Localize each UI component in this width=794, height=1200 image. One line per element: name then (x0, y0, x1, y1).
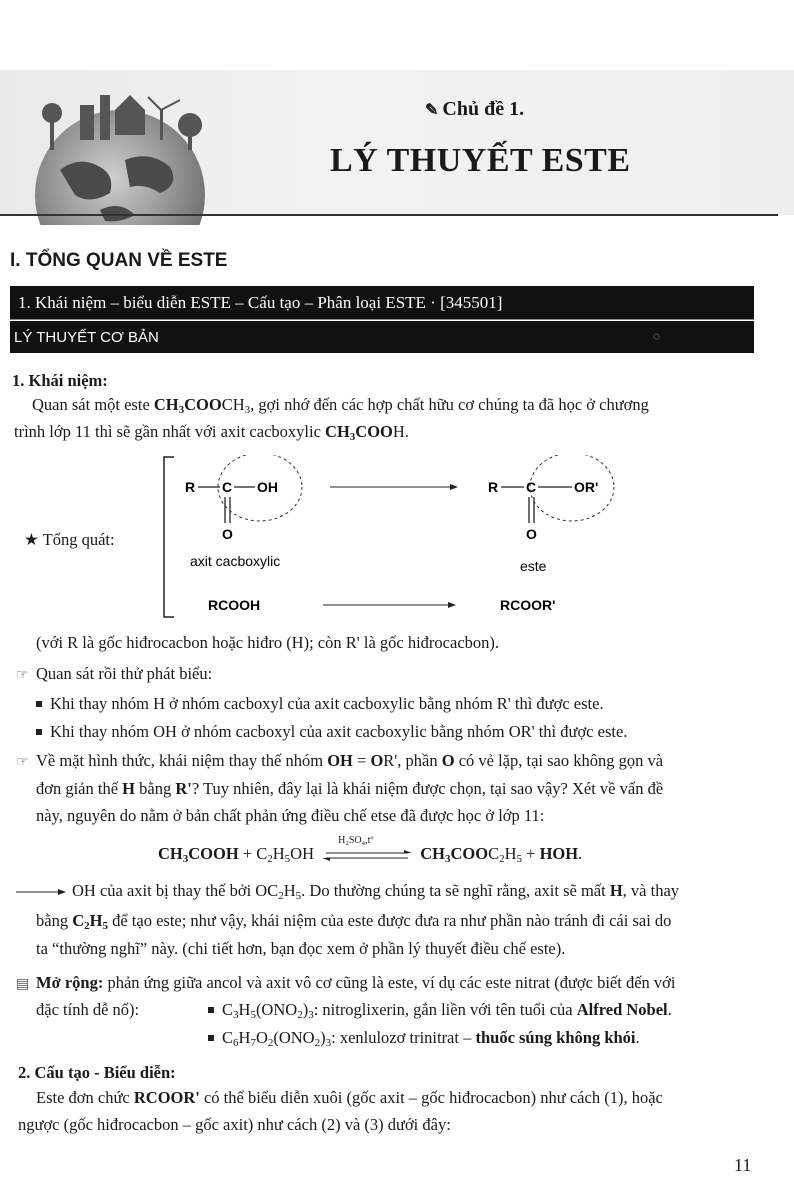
square-bullet-icon (36, 729, 42, 735)
star-icon: ★ (24, 530, 39, 549)
observe-line: ☞ Quan sát rồi thử phát biểu: (16, 663, 212, 686)
header-divider (0, 214, 778, 216)
structure-line2: ngược (gốc hiđrocacbon – gốc axit) như cách (2) và (3) dưới đây: (18, 1115, 451, 1134)
explain-line2: bằng $C_2H_5$ để tạo este; như vậy, khái niệm của este được đưa ra như phần nào tránh đi cái sai do (36, 911, 672, 932)
subtopic-bar (10, 321, 754, 353)
acid-O: O (222, 526, 233, 542)
reaction-condition: H₂SO₄,tº (338, 835, 374, 847)
explain-line1: OH của axit bị thay thế bởi $OC_2H_5$. Do thường chúng ta sẽ nghĩ rằng, axit sẽ mất H, và thay (16, 880, 679, 904)
extend-item2: $C_6H_7O_2(ONO_2)_3$: xenlulozơ trinitrat – thuốc súng không khói. (208, 1027, 640, 1051)
section-heading: I. TỔNG QUAN VỀ ESTE (10, 250, 228, 271)
subtopic-label: LÝ THUYẾT CƠ BẢN (14, 329, 159, 346)
square-bullet-icon (208, 1007, 214, 1013)
topic-bar: 1. Khái niệm – biểu diễn ESTE – Cấu tạo – Phân loại ESTE · [345501] (10, 286, 754, 320)
form-line3: này, nguyên do nằm ở bản chất phản ứng điều chế etse đã được học ở lớp 11: (36, 806, 545, 825)
general-label: ★ Tổng quát: (24, 530, 115, 549)
concept-line2: trình lớp 11 thì sẽ gần nhất với axit cacboxylic $CH_3COOH$. (14, 422, 409, 443)
acid-formula: RCOOH (208, 597, 261, 613)
concept-heading: 1. Khái niệm: (12, 371, 108, 390)
ester-diagram (160, 455, 660, 625)
extend-item1: $C_3H_5(ONO_2)_3$: nitroglixerin, gắn liền với tên tuổi của Alfred Nobel. (208, 999, 672, 1023)
structure-line1: Este đơn chức RCOOR' có thể biểu diễn xuôi (gốc axit – gốc hiđrocacbon) như cách (1), hoặc (36, 1088, 663, 1107)
topic-number: Chủ đề 1. (442, 98, 525, 120)
bullet-1: Khi thay nhóm H ở nhóm cacboxyl của axit cacboxylic bằng nhóm R' thì được este. (36, 693, 604, 715)
bullet-2: Khi thay nhóm OH ở nhóm cacboxyl của axit cacboxylic bằng nhóm OR' thì được este. (36, 721, 627, 743)
form-line2: đơn giản thế H bằng R'? Tuy nhiên, đây lại là khái niệm được chọn, tại sao vậy? Xét về vấn đề (36, 779, 664, 798)
extend-line2: đặc tính dễ nổ): (36, 1000, 140, 1019)
circle-mark-icon: ◌ (652, 329, 660, 343)
extend-line1: ▤ Mở rộng: phản ứng giữa ancol và axit vô cơ cũng là este, ví dụ các este nitrat (được biết đến với (16, 972, 675, 995)
square-bullet-icon (208, 1035, 214, 1041)
form-line1: ☞ Về mặt hình thức, khái niệm thay thế nhóm OH = OR', phần O có vẻ lặp, tại sao không gọn và (16, 750, 663, 773)
acid-C: C (222, 479, 233, 495)
ester-name: este (520, 558, 547, 574)
ester-OR: OR' (574, 479, 599, 495)
ester-formula: RCOOR' (500, 597, 556, 613)
globe-illustration (20, 75, 220, 225)
note-R: (với R là gốc hiđrocacbon hoặc hiđro (H); còn R' là gốc hiđrocacbon). (36, 633, 500, 652)
pointing-hand-icon: ☞ (16, 755, 29, 770)
ester-O: O (526, 526, 537, 542)
acid-OH: OH (257, 479, 278, 495)
structure-heading: 2. Cấu tạo - Biểu diễn: (18, 1063, 176, 1082)
ester-R: R (488, 479, 499, 495)
topic-label (425, 98, 524, 121)
reaction-equation: $CH_3COOH + C_2H_5OH$ H₂SO₄,tº $CH_3COOC_2H_5$ + HOH. (158, 835, 583, 865)
explain-line3: ta “thường nghĩ” này. (chi tiết hơn, bạn đọc xem ở phần lý thuyết điều chế este). (36, 939, 566, 958)
equilibrium-arrow (322, 835, 412, 864)
acid-R: R (185, 479, 196, 495)
page-title: LÝ THUYẾT ESTE (330, 142, 631, 179)
square-bullet-icon (36, 701, 42, 707)
acid-name: axit cacboxylic (190, 553, 281, 569)
right-arrow-icon (16, 887, 66, 897)
concept-line1: Quan sát một este $CH_3COOCH_3$, gợi nhớ đến các hợp chất hữu cơ chúng ta đã học ở chương (32, 395, 649, 416)
pencil-icon: ✎ (425, 102, 439, 119)
double-arrow-icon (322, 848, 412, 866)
ester-C: C (526, 479, 537, 495)
book-icon: ▤ (16, 977, 30, 992)
pointing-hand-icon: ☞ (16, 668, 29, 683)
page-number: 11 (734, 1155, 752, 1175)
